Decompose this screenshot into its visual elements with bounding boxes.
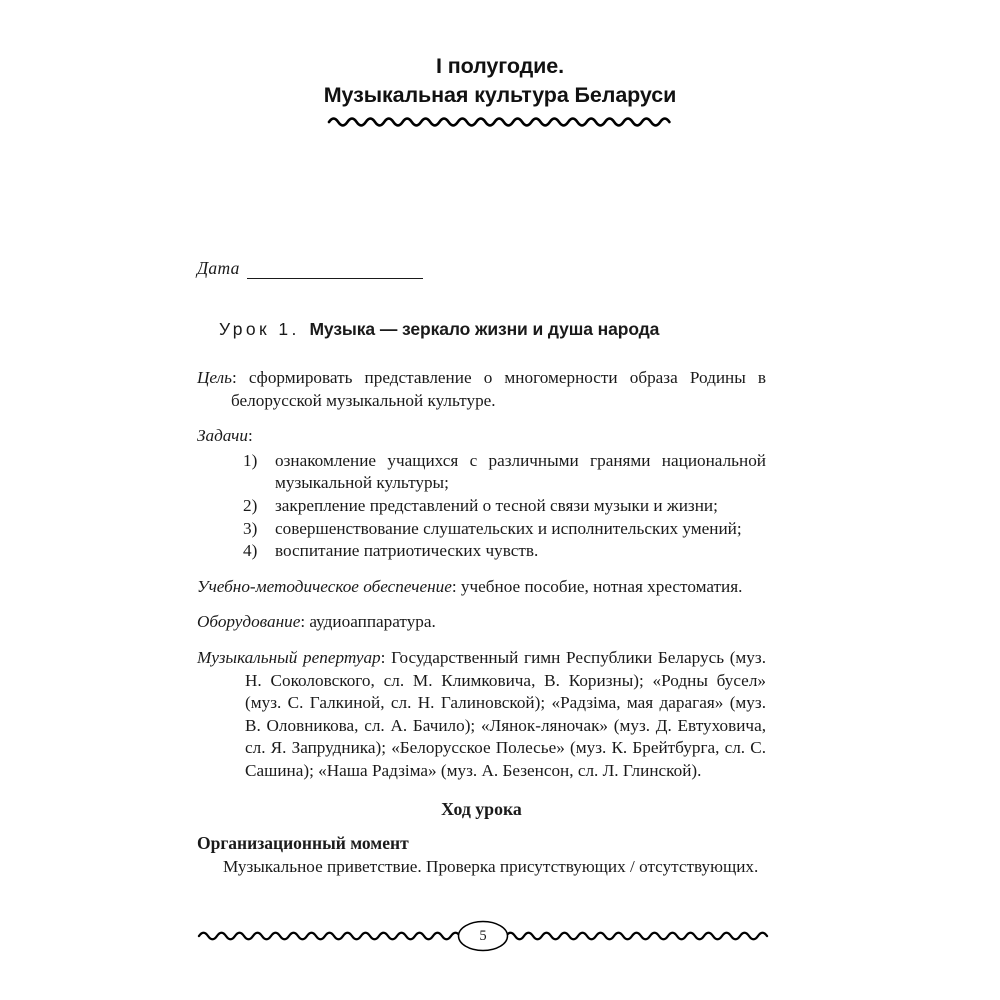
page-number: 5 [479, 928, 487, 944]
list-item [197, 540, 766, 563]
list-item [197, 518, 766, 541]
page-footer [197, 912, 769, 960]
course-heading: Ход урока [441, 798, 522, 819]
repertoire-separator: : [380, 647, 386, 667]
title-wave-divider [327, 113, 673, 129]
tasks-separator: : [247, 426, 253, 446]
document-body [197, 258, 766, 878]
title-line-1: I полугодие. [436, 54, 564, 78]
task-number: 4) [243, 541, 258, 561]
organizational-text: Музыкальное приветствие. Проверка присутствующих / отсутствующих. [223, 856, 759, 876]
date-label: Дата [197, 258, 240, 278]
date-row [197, 258, 766, 279]
methodical-label: Учебно-методическое обеспечение [197, 576, 452, 596]
methodical-separator: : [451, 576, 457, 596]
equipment-separator: : [300, 612, 306, 632]
repertoire-label: Музыкальный репертуар [197, 647, 381, 667]
methodical-text: учебное пособие, нотная хрестоматия. [460, 576, 743, 596]
task-text: ознакомление учащихся с различными гранями национальной музыкальной культуры; [275, 450, 766, 493]
equipment-label: Оборудование [197, 612, 301, 632]
goal-text: сформировать представление о многомерности образа Родины в белорусской музыкальной культуре. [231, 368, 766, 410]
lesson-heading [219, 319, 766, 340]
date-blank-field[interactable] [247, 265, 423, 279]
task-number: 3) [243, 518, 258, 538]
task-text: воспитание патриотических чувств. [275, 541, 539, 561]
task-text: закрепление представлений о тесной связи музыки и жизни; [275, 495, 718, 515]
tasks-label-row [197, 425, 766, 448]
organizational-heading: Организационный момент [197, 832, 409, 853]
task-number: 2) [243, 495, 258, 515]
repertoire-text: Государственный гимн Республики Беларусь (муз. Н. Соколовского, сл. М. Климковича, В. Коризны); «Родны бусел» (муз. С. Галкиной, сл. Н. Галиновской); «Радзіма, мая дарагая» (муз. В. Оловникова, сл. А. Бачило); «Лянок-ляночак» (муз. Д. Евтуховича, сл. Я. Запрудника); «Белорусское Полесье» (муз. К. Брейтбурга, сл. С. Сашина); «Наша Радзіма» (муз. А. Безенсон, сл. Л. Глинской). [245, 647, 766, 780]
list-item [197, 495, 766, 518]
list-item [197, 450, 766, 495]
tasks-list [197, 450, 766, 563]
equipment-paragraph [197, 611, 766, 634]
lesson-number: Урок 1. [219, 319, 300, 339]
methodical-paragraph [197, 576, 766, 599]
task-text: совершенствование слушательских и исполнительских умений; [275, 518, 742, 538]
title-line-2: Музыкальная культура Беларуси [323, 83, 677, 107]
page-title [0, 52, 1000, 129]
goal-separator: : [231, 368, 237, 387]
equipment-text: аудиоаппаратура. [309, 612, 436, 632]
goal-label: Цель [197, 368, 232, 387]
repertoire-paragraph [197, 647, 766, 783]
lesson-title: Музыка — зеркало жизни и душа народа [309, 319, 660, 339]
task-number: 1) [243, 450, 258, 470]
goal-paragraph [197, 367, 766, 412]
tasks-label: Задачи [197, 426, 248, 446]
